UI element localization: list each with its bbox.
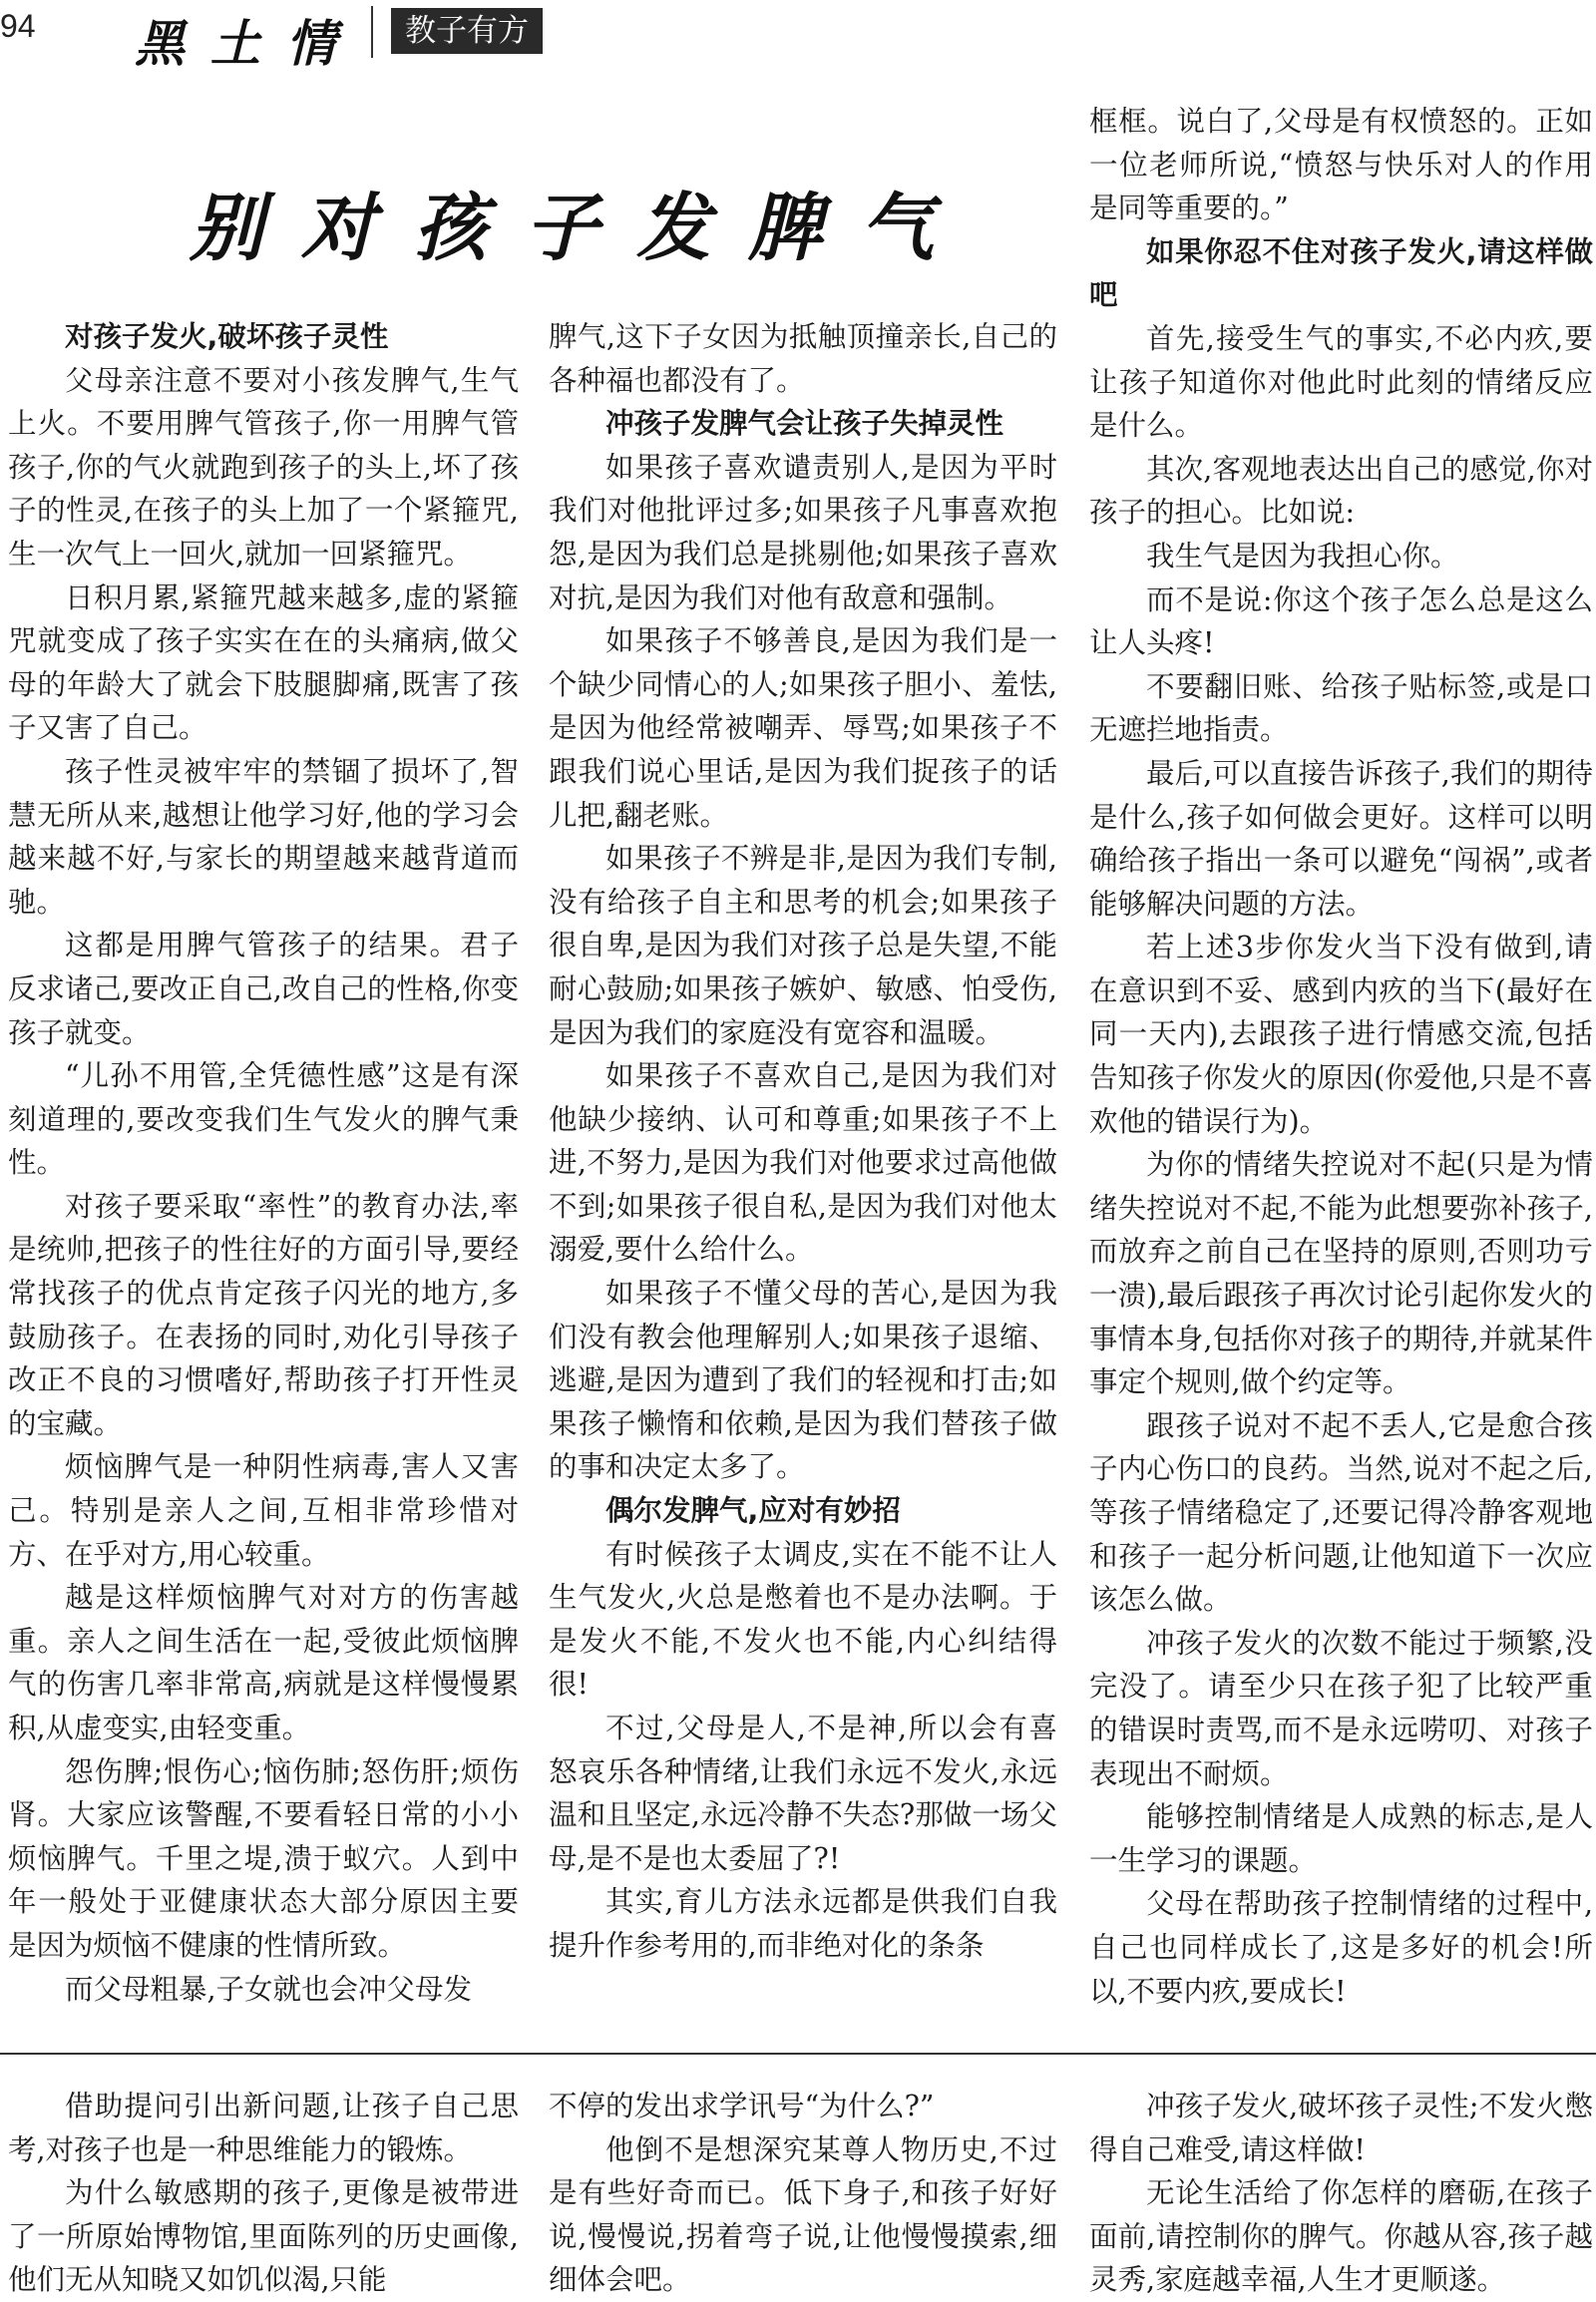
paragraph: 脾气,这下子女因为抵触顶撞亲长,自己的各种福也都没有了。	[549, 320, 1057, 397]
paragraph: 其实,育儿方法永远都是供我们自我提升作参考用的,而非绝对化的条条	[549, 1885, 1057, 1962]
paragraph: 如果孩子不喜欢自己,是因为我们对他缺少接纳、认可和尊重;如果孩子不上进,不努力,是因为我们对他要求过高他做不到;如果孩子很自私,是因为我们对他太溺爱,要什么给什么。	[549, 1059, 1057, 1267]
masthead-logo: 黑土情	[135, 14, 362, 73]
article-title: 别对孩子发脾气	[190, 186, 972, 271]
article-column-2	[549, 315, 1057, 1968]
article-column-3	[1089, 100, 1593, 2013]
paragraph: 而父母粗暴,子女就也会冲父母发	[65, 1972, 473, 2006]
paragraph: “儿孙不用管,全凭德性感”这是有深刻道理的,要改变我们生气发火的脾气秉性。	[8, 1059, 519, 1180]
paragraph: 而不是说:你这个孩子怎么总是这么让人头疼!	[1089, 582, 1593, 660]
paragraph: 我生气是因为我担心你。	[1146, 539, 1459, 573]
page-number: 94	[0, 8, 36, 44]
paragraph: 如果孩子不辨是非,是因为我们专制,没有给孩子自主和思考的机会;如果孩子很自卑,是因为我们对孩子总是失望,不能耐心鼓励;如果孩子嫉妒、敏感、怕受伤,是因为我们的家庭没有宽容和温暖。	[549, 842, 1057, 1049]
paragraph: 首先,接受生气的事实,不必内疚,要让孩子知道你对他此时此刻的情绪反应是什么。	[1089, 321, 1593, 443]
paragraph: 如果孩子不懂父母的苦心,是因为我们没有教会他理解别人;如果孩子退缩、逃避,是因为遭到了我们的轻视和打击;如果孩子懒惰和依赖,是因为我们替孩子做的事和决定太多了。	[549, 1277, 1057, 1484]
section-heading: 对孩子发火,破坏孩子灵性	[65, 320, 389, 353]
paragraph: 能够控制情绪是人成熟的标志,是人一生学习的课题。	[1089, 1800, 1593, 1877]
paragraph: 冲孩子发火,破坏孩子灵性;不发火憋得自己难受,请这样做!	[1089, 2090, 1593, 2166]
paragraph: 怨伤脾;恨伤心;恼伤肺;怒伤肝;烦伤肾。大家应该警醒,不要看轻日常的小小烦恼脾气。千里之堤,溃于蚁穴。人到中年一般处于亚健康状态大部分原因主要是因为烦恼不健康的性情所致。	[8, 1754, 519, 1962]
paragraph: 对孩子要采取“率性”的教育办法,率是统帅,把孩子的性往好的方面引导,要经常找孩子的优点肯定孩子闪光的地方,多鼓励孩子。在表扬的同时,劝化引导孩子改正不良的习惯嗜好,帮助孩子打开性灵的宝藏。	[8, 1189, 519, 1440]
article-column-1	[8, 315, 519, 2011]
paragraph: 为你的情绪失控说对不起(只是为情绪失控说对不起,不能为此想要弥补孩子,而放弃之前自己在坚持的原则,否则功亏一溃),最后跟孩子再次讨论引起你发火的事情本身,包括你对孩子的期待,并就某件事定个规则,做个约定等。	[1089, 1148, 1593, 1399]
paragraph: 不过,父母是人,不是神,所以会有喜怒哀乐各种情绪,让我们永远不发火,永远温和且坚定,永远冷静不失态?那做一场父母,是不是也太委屈了?!	[549, 1712, 1057, 1875]
paragraph: 如果孩子不够善良,是因为我们是一个缺少同情心的人;如果孩子胆小、羞怯,是因为他经常被嘲弄、辱骂;如果孩子不跟我们说心里话,是因为我们捉孩子的话儿把,翻老账。	[549, 624, 1057, 832]
paragraph: 父母在帮助孩子控制情绪的过程中,自己也同样成长了,这是多好的机会!所以,不要内疚,要成长!	[1089, 1887, 1593, 2008]
paragraph: 有时候孩子太调皮,实在不能不让人生气发火,火总是憋着也不是办法啊。于是发火不能,不发火也不能,内心纠结得很!	[549, 1537, 1057, 1702]
paragraph: 冲孩子发火的次数不能过于频繁,没完没了。请至少只在孩子犯了比较严重的错误时责骂,而不是永远唠叨、对孩子表现出不耐烦。	[1089, 1626, 1593, 1790]
bottom-column-3	[1089, 2085, 1593, 2302]
section-heading: 如果你忍不住对孩子发火,请这样做吧	[1089, 234, 1593, 312]
paragraph: 无论生活给了你怎样的磨砺,在孩子面前,请控制你的脾气。你越从容,孩子越灵秀,家庭越幸福,人生才更顺遂。	[1089, 2176, 1593, 2297]
paragraph: 为什么敏感期的孩子,更像是被带进了一所原始博物馆,里面陈列的历史画像,他们无从知晓又如饥似渴,只能	[8, 2176, 519, 2297]
section-heading: 偶尔发脾气,应对有妙招	[605, 1494, 901, 1528]
paragraph: 这都是用脾气管孩子的结果。君子反求诸己,要改正自己,改自己的性格,你变孩子就变。	[8, 929, 519, 1049]
paragraph: 借助提问引出新问题,让孩子自己思考,对孩子也是一种思维能力的锻炼。	[8, 2090, 519, 2166]
paragraph: 其次,客观地表达出自己的感觉,你对孩子的担心。比如说:	[1089, 452, 1593, 530]
paragraph: 父母亲注意不要对小孩发脾气,生气上火。不要用脾气管孩子,你一用脾气管孩子,你的气火就跑到孩子的头上,坏了孩子的性灵,在孩子的头上加了一个紧箍咒,生一次气上一回火,就加一回紧箍咒。	[8, 363, 519, 571]
section-tag: 教子有方	[391, 8, 543, 54]
paragraph: 若上述3步你发火当下没有做到,请在意识到不妥、感到内疚的当下(最好在同一天内),去跟孩子进行情感交流,包括告知孩子你发火的原因(你爱他,只是不喜欢他的错误行为)。	[1089, 931, 1593, 1138]
masthead-divider	[371, 6, 373, 58]
paragraph: 不要翻旧账、给孩子贴标签,或是口无遮拦地指责。	[1089, 669, 1593, 747]
section-heading: 冲孩子发脾气会让孩子失掉灵性	[605, 407, 1004, 441]
paragraph: 如果孩子喜欢谴责别人,是因为平时我们对他批评过多;如果孩子凡事喜欢抱怨,是因为我们总是挑剔他;如果孩子喜欢对抗,是因为我们对他有敌意和强制。	[549, 450, 1057, 614]
paragraph: 框框。说白了,父母是有权愤怒的。正如一位老师所说,“愤怒与快乐对人的作用是同等重要的。”	[1089, 105, 1593, 225]
paragraph: 跟孩子说对不起不丢人,它是愈合孩子内心伤口的良药。当然,说对不起之后,等孩子情绪稳定了,还要记得冷静客观地和孩子一起分析问题,让他知道下一次应该怎么做。	[1089, 1408, 1593, 1617]
paragraph: 最后,可以直接告诉孩子,我们的期待是什么,孩子如何做会更好。这样可以明确给孩子指出一条可以避免“闯祸”,或者能够解决问题的方法。	[1089, 756, 1593, 921]
paragraph: 越是这样烦恼脾气对对方的伤害越重。亲人之间生活在一起,受彼此烦恼脾气的伤害几率非常高,病就是这样慢慢累积,从虚变实,由轻变重。	[8, 1581, 519, 1744]
paragraph: 他倒不是想深究某尊人物历史,不过是有些好奇而已。低下身子,和孩子好好说,慢慢说,拐着弯子说,让他慢慢摸索,细细体会吧。	[549, 2132, 1057, 2297]
paragraph: 孩子性灵被牢牢的禁锢了损坏了,智慧无所从来,越想让他学习好,他的学习会越来越不好,与家长的期望越来越背道而驰。	[8, 754, 519, 919]
bottom-column-2	[549, 2085, 1057, 2302]
bottom-column-1	[8, 2085, 519, 2302]
section-divider	[0, 2053, 1596, 2055]
paragraph: 日积月累,紧箍咒越来越多,虚的紧箍咒就变成了孩子实实在在的头痛病,做父母的年龄大了就会下肢腿脚痛,既害了孩子又害了自己。	[8, 580, 519, 745]
paragraph: 不停的发出求学讯号“为什么?”	[549, 2090, 935, 2122]
paragraph: 烦恼脾气是一种阴性病毒,害人又害己。特别是亲人之间,互相非常珍惜对方、在乎对方,用心较重。	[8, 1450, 519, 1571]
